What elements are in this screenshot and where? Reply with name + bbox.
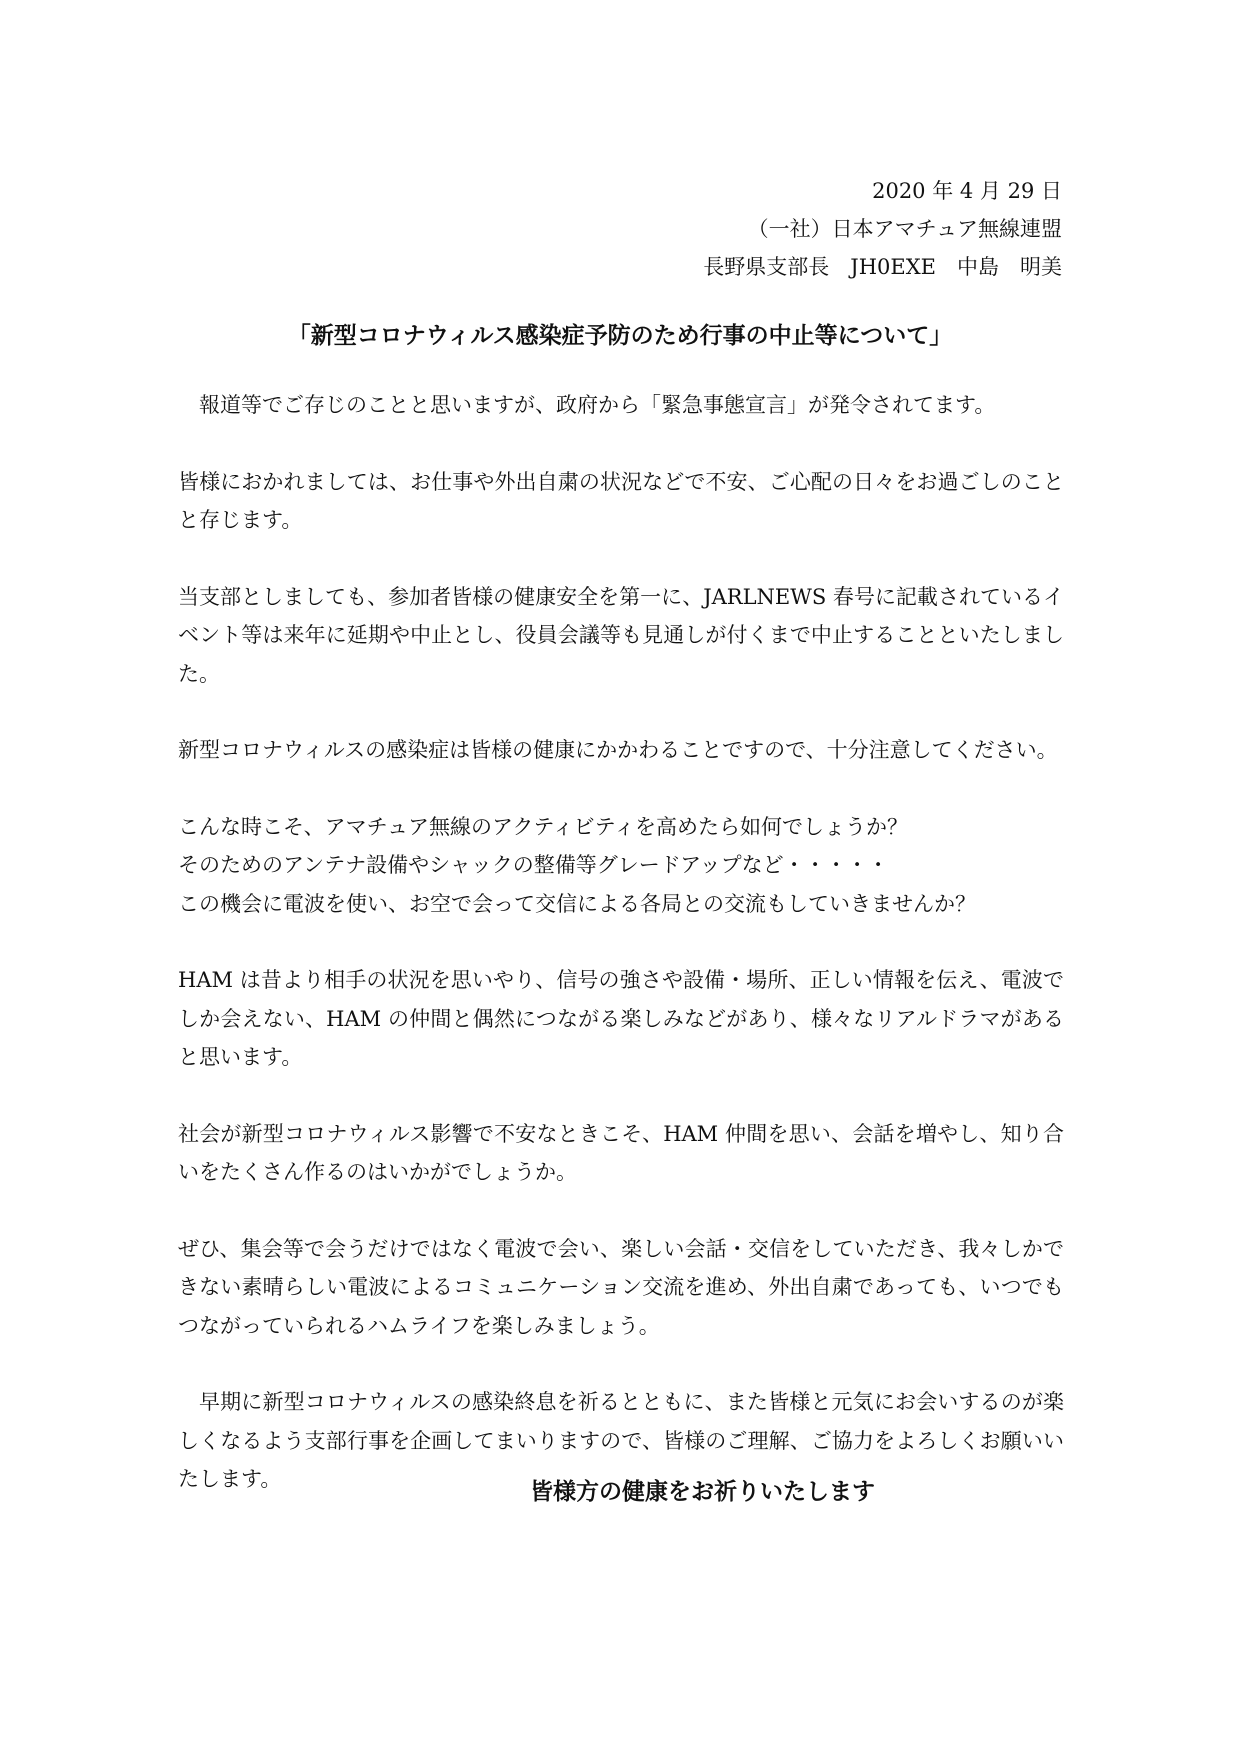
letter-date: 2020 年 4 月 29 日 [872,179,1062,203]
paragraph-radio-communication: ぜひ、集会等で会うだけではなく電波で会い、楽しい会話・交信をしていただき、我々しかできない素晴らしい電波によるコミュニケーション交流を進め、外出自粛であっても、いつでもつながっていられるハムライフを楽しみましょう。 [178,1236,1064,1338]
author-signature: 長野県支部長 JH0EXE 中島 明美 [703,255,1062,279]
letter-body [178,386,1064,1537]
paragraph-closing-wishes: 早期に新型コロナウィルスの感染終息を祈るとともに、また皆様と元気にお会いするのが楽しくなるよう支部行事を企画してまいりますので、皆様のご理解、ご協力をよろしくお願いいたします。 [178,1390,1064,1491]
paragraph-emergency-declaration: 報道等でご存じのことと思いますが、政府から「緊急事態宣言」が発令されてます。 [199,393,996,417]
paragraph-ham-spirit: HAM は昔より相手の状況を思いやり、信号の強さや設備・場所、正しい情報を伝え、電波でしか会えない、HAM の仲間と偶然につながる楽しみなどがあり、様々なリアルドラマがあると思います。 [178,968,1064,1069]
document-title: 「新型コロナウィルス感染症予防のため行事の中止等について」 [287,323,953,349]
paragraph-greeting: 皆様におかれましては、お仕事や外出自粛の状況などで不安、ご心配の日々をお過ごしのことと存じます。 [178,469,1064,532]
organization-name: （一社）日本アマチュア無線連盟 [747,217,1062,241]
paragraph-connect-friends: 社会が新型コロナウィルス影響で不安なときこそ、HAM 仲間を思い、会話を増やし、知り合いをたくさん作るのはいかがでしょうか。 [178,1121,1064,1184]
paragraph-health-caution: 新型コロナウィルスの感染症は皆様の健康にかかわることですので、十分注意してください。 [178,738,1058,762]
closing-line: 皆様方の健康をお祈りいたします [530,1479,875,1505]
paragraph-event-cancellation: 当支部としましても、参加者皆様の健康安全を第一に、JARLNEWS 春号に記載されているイベント等は来年に延期や中止とし、役員会議等も見通しが付くまで中止することといたしました。 [178,584,1064,686]
letter-header [462,172,1062,286]
paragraph-activity-suggestion: こんな時こそ、アマチュア無線のアクティビティを高めたら如何でしょうか？ そのためのアンテナ設備やシャックの整備等グレードアップなど・・・・・ この機会に電波を使い、お空で会って交信による各局との交流もしていきませんか？ [178,814,976,916]
